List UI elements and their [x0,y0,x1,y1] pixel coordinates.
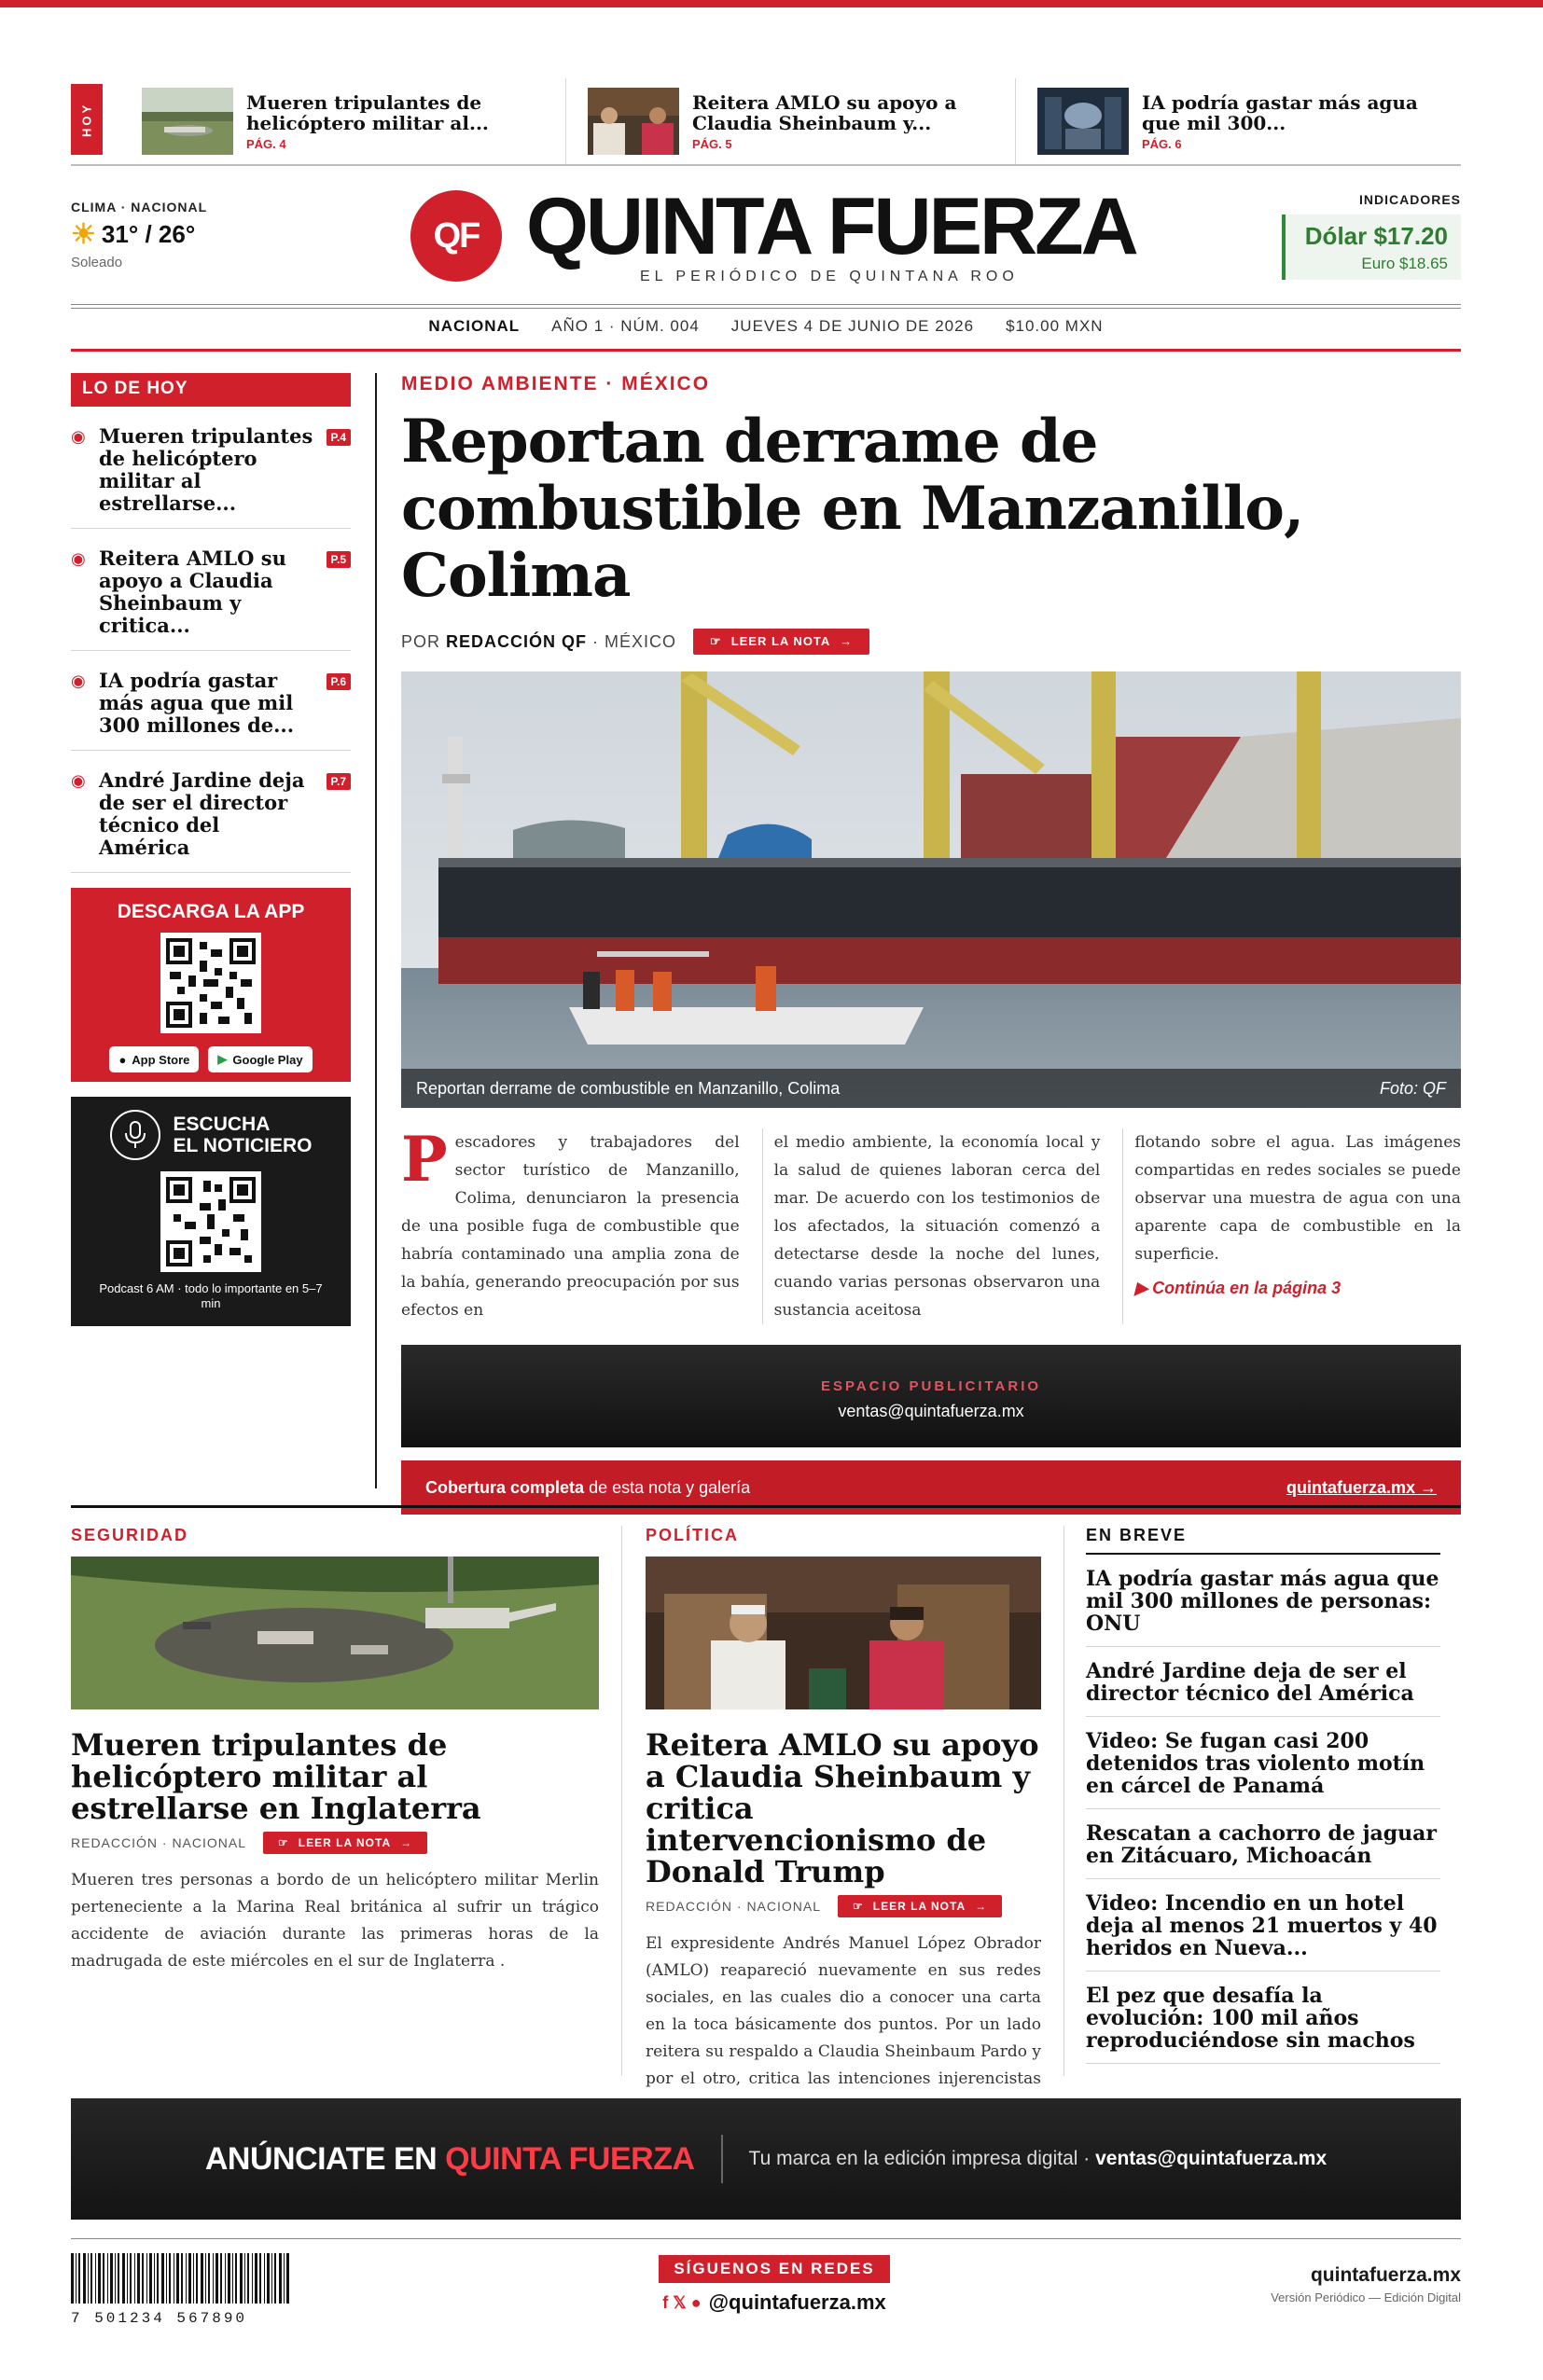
teaser-amlo[interactable] [588,78,961,164]
divider [565,78,566,164]
masthead-logo[interactable] [410,182,1138,289]
barcode [71,2253,289,2327]
image-caption-bar [401,1069,1461,1108]
sidebar-item-title: André Jardine deja de ser el director técnico del América [99,768,305,859]
barcode-number: 7 501234 567890 [71,2310,248,2327]
teaser-title: Mueren tripulantes de helicóptero militar al... [246,90,489,134]
sun-icon: ☀ [71,219,96,250]
follow-label: SÍGUENOS EN REDES [659,2255,890,2283]
page-badge: P.4 [327,429,351,446]
arrow-right-icon: → [840,634,854,648]
lead-article [401,373,1461,1515]
read-article-label: LEER LA NOTA [298,1836,392,1849]
sidebar-item-title: Reitera AMLO su apoyo a Claudia Sheinbaum y critica... [99,547,286,637]
dateline-date: JUEVES 4 DE JUNIO DE 2026 [730,317,975,335]
indicators-widget [1282,192,1461,280]
microphone-icon[interactable] [110,1110,160,1160]
hand-pointer-icon: ☞ [853,1900,864,1913]
read-article-label: LEER LA NOTA [872,1900,966,1913]
red-rule [71,349,1461,352]
image-credit: Foto: QF [1379,1078,1446,1098]
body-column-2 [762,1128,1101,1324]
coverage-link[interactable]: quintafuerza.mx → [1286,1477,1437,1497]
weather-temp-row [71,218,207,251]
podcast-header [71,1110,351,1160]
eye-icon: ◉ [71,771,86,790]
edition-note: Versión Periódico — Edición Digital [1271,2290,1461,2304]
euro-rate: Euro $18.65 [1361,255,1448,272]
read-article-label: LEER LA NOTA [730,634,831,648]
brief-item[interactable]: Rescatan a cachorro de jaguar en Zitácuaro, Michoacán [1086,1809,1440,1879]
site-info [1271,2264,1461,2304]
google-play-button[interactable] [208,1046,312,1072]
section-label: SEGURIDAD [71,1526,189,1544]
sidebar-heading: LO DE HOY [71,373,351,407]
article-headline[interactable]: Reportan derrame de combustible en Manzanillo, Colima [401,407,1304,611]
hand-pointer-icon: ☞ [278,1836,289,1849]
rule [71,164,1461,166]
politica-byline [646,1895,1041,1917]
social-icons[interactable]: f 𝕏 ● [662,2292,702,2312]
brief-item[interactable]: IA podría gastar más agua que mil 300 millones de personas: ONU [1086,1555,1440,1647]
amlo-thumbnail [588,88,679,155]
apple-icon: ● [118,1052,127,1067]
eye-icon: ◉ [71,671,86,690]
banner-title [205,2141,695,2178]
teaser-page: PÁG. 6 [1142,136,1182,151]
sidebar-item[interactable] [71,751,351,873]
article-byline [401,629,1461,655]
body-column-3 [1122,1128,1461,1324]
article-location: · MÉXICO [592,631,677,651]
section-label: EN BREVE [1086,1526,1440,1555]
sidebar-item[interactable] [71,407,351,529]
article-author: REDACCIÓN QF [446,631,588,651]
body-text-2: el medio ambiente, la economía local y la salud de quienes laboran cerca del mar. De acuerdo con los testimonios de los afectados, la situación comenzó a detectarse desde la noche del lunes, cuando varias personas observaron una sustancia aceitosa [773,1133,1101,1320]
read-article-button[interactable] [693,629,869,655]
brief-item[interactable]: Video: Se fugan casi 200 detenidos tras violento motín en cárcel de Panamá [1086,1717,1440,1809]
arrow-right-icon: → [975,1900,988,1913]
banner-subtitle: Tu marca en la edición impresa digital · [748,2148,1091,2169]
qr-code-icon [166,1177,256,1266]
article-kicker: MEDIO AMBIENTE · MÉXICO [401,373,711,394]
ad-label: ESPACIO PUBLICITARIO [820,1378,1042,1394]
read-article-button[interactable] [838,1895,1002,1917]
podcast-heading-2: EL NOTICIERO [173,1135,313,1156]
article-body [401,1123,1461,1324]
seguridad-body: Mueren tres personas a bordo de un helicóptero militar Merlin perteneciente a la Marina Real británica al sufrir un trágico accidente de aviación durante las primeras horas de la madrugada de este miércoles en el sur de Inglaterra . [71,1871,599,1971]
newspaper-name: QUINTA FUERZA [526,182,1136,271]
social-block [659,2255,890,2315]
sidebar-item[interactable] [71,651,351,751]
dateline [71,317,1461,339]
drop-cap: P [401,1123,448,1196]
page-badge: P.7 [327,773,351,790]
body-text-3: flotando sobre el agua. Las imágenes compartidas en redes sociales se puede observar una muestra de agua con una aparente capa de combustible en la superficie. [1134,1133,1461,1264]
qf-logo-badge: QF [410,190,502,282]
eye-icon: ◉ [71,427,86,446]
politica-headline[interactable]: Reitera AMLO su apoyo a Claudia Sheinbaum y critica intervencionismo de Donald Trump [646,1727,1039,1889]
seguridad-byline [71,1832,599,1854]
teaser-ia[interactable] [1037,78,1429,164]
brief-item[interactable]: El pez que desafía la evolución: 100 mil años reproduciéndose sin machos [1086,1972,1440,2064]
read-article-button[interactable] [263,1832,427,1854]
byline-text: REDACCIÓN · NACIONAL [71,1835,247,1850]
helicopter-crash-photo [71,1557,599,1709]
social-handle-row[interactable] [659,2290,890,2315]
en-breve-section [1086,1526,1440,2064]
indicators-label: INDICADORES [1358,192,1461,207]
amlo-sheinbaum-image[interactable] [646,1557,1041,1714]
column-divider [1063,1526,1064,2076]
weather-label: CLIMA · NACIONAL [71,200,208,214]
brief-item[interactable]: André Jardine deja de ser el director técnico del América [1086,1647,1440,1717]
section-label: POLÍTICA [646,1526,739,1544]
teaser-title: IA podría gastar más agua que mil 300... [1142,90,1418,134]
top-accent-bar [0,0,1543,7]
site-url[interactable]: quintafuerza.mx [1310,2264,1461,2286]
eye-icon: ◉ [71,549,86,568]
barcode-icon [71,2253,289,2304]
coverage-text: de esta nota y galería [589,1477,751,1497]
podcast-heading-1: ESCUCHA [173,1114,271,1135]
page-badge: P.5 [327,551,351,568]
teaser-page: PÁG. 5 [692,136,732,151]
column-divider [621,1526,622,2076]
body-column-1 [401,1123,740,1324]
brief-item[interactable]: Video: Incendio en un hotel deja al menos 21 muertos y 40 heridos en Nueva... [1086,1879,1440,1972]
hoy-tag: HOY [71,84,103,155]
dateline-section: NACIONAL [428,317,521,335]
continue-link[interactable]: ▶ Continúa en la página 3 [1134,1279,1341,1297]
qr-code-icon [166,938,256,1028]
page-badge: P.6 [327,673,351,690]
ad-email: ventas@quintafuerza.mx [838,1402,1024,1420]
helicopter-crash-image[interactable] [71,1557,599,1714]
social-handle[interactable]: @quintafuerza.mx [708,2290,886,2314]
google-play-label: Google Play [232,1052,303,1067]
newspaper-tagline: EL PERIÓDICO DE QUINTANA ROO [640,269,1019,284]
double-rule [71,304,1461,309]
by-prefix: POR [401,631,441,651]
qr-code[interactable] [160,933,261,1033]
teaser-title: Reitera AMLO su apoyo a Claudia Sheinbaum y... [692,90,957,134]
sidebar-item-title: Mueren tripulantes de helicóptero militar al estrellarse... [99,424,313,515]
helicopter-thumbnail [142,88,233,155]
footer-rule [71,2238,1461,2239]
column-divider [375,373,377,1488]
dateline-issue: AÑO 1 · NÚM. 004 [551,317,700,335]
banner-divider [721,2135,723,2183]
store-buttons [71,1046,351,1072]
seguridad-section [71,1526,599,1975]
image-caption: Reportan derrame de combustible en Manzanillo, Colima [416,1078,841,1098]
sidebar [71,373,351,1326]
body-text-1: escadores y trabajadores del sector turístico de Manzanillo, Colima, denunciaron la presencia de una posible fuga de combustible que habría contaminado una amplia zona de la bahía, generando preocupación por sus efectos en [401,1133,740,1320]
weather-widget [71,200,207,270]
ad-space[interactable] [401,1345,1461,1447]
scan-caption: Escanea con tu celular [154,1080,268,1093]
play-icon: ▶ [217,1052,228,1066]
banner-text [749,2148,1328,2170]
weather-temp: 31° / 26° [101,220,196,248]
hand-pointer-icon: ☞ [710,634,722,648]
advertise-banner[interactable] [71,2098,1461,2220]
weather-condition: Soleado [71,255,123,270]
banner-title-1: ANÚNCIATE EN [204,2140,438,2177]
dateline-price: $10.00 MXN [1006,317,1104,335]
exchange-box [1282,214,1461,280]
hero-image[interactable] [401,671,1461,1108]
seguridad-headline[interactable]: Mueren tripulantes de helicóptero militar al estrellarse en Inglaterra [71,1727,481,1826]
sidebar-item[interactable] [71,529,351,651]
teaser-page: PÁG. 4 [246,136,286,151]
ship-fuel-spill-photo [401,671,1461,1108]
coverage-bold: Cobertura completa [425,1477,585,1497]
podcast-box [71,1097,351,1326]
app-store-label: App Store [132,1052,190,1067]
amlo-sheinbaum-photo [646,1557,1041,1709]
app-download-box [71,888,351,1093]
app-heading: DESCARGA LA APP [117,901,305,922]
divider [1015,78,1016,164]
top-teasers [71,78,1461,164]
sidebar-item-title: IA podría gastar más agua que mil 300 millones de... [99,669,295,737]
podcast-caption: Podcast 6 AM · todo lo importante en 5–7 min [99,1281,323,1310]
politica-body: El expresidente Andrés Manuel López Obrador (AMLO) reapareció nuevamente en sus redes sociales, en las cuales dio a conocer una carta en la toca básicamente dos puntos. Por un lado reitera su respaldo a Claudia Sheinbaum Pardo y por el otro, critica las intenciones injerencistas [646,1934,1041,2088]
banner-email[interactable]: ventas@quintafuerza.mx [1095,2148,1328,2169]
teaser-helicopter[interactable] [142,78,506,164]
arrow-right-icon: → [400,1836,413,1849]
continue-label: Continúa en la página 3 [1152,1279,1341,1297]
banner-title-2: QUINTA FUERZA [445,2140,695,2177]
app-store-button[interactable] [109,1046,199,1072]
qr-code[interactable] [160,1171,261,1272]
datacenter-thumbnail [1037,88,1129,155]
dollar-rate: Dólar $17.20 [1304,222,1448,250]
politica-section [646,1526,1041,2120]
section-rule [71,1505,1461,1508]
byline-text: REDACCIÓN · NACIONAL [646,1899,822,1914]
